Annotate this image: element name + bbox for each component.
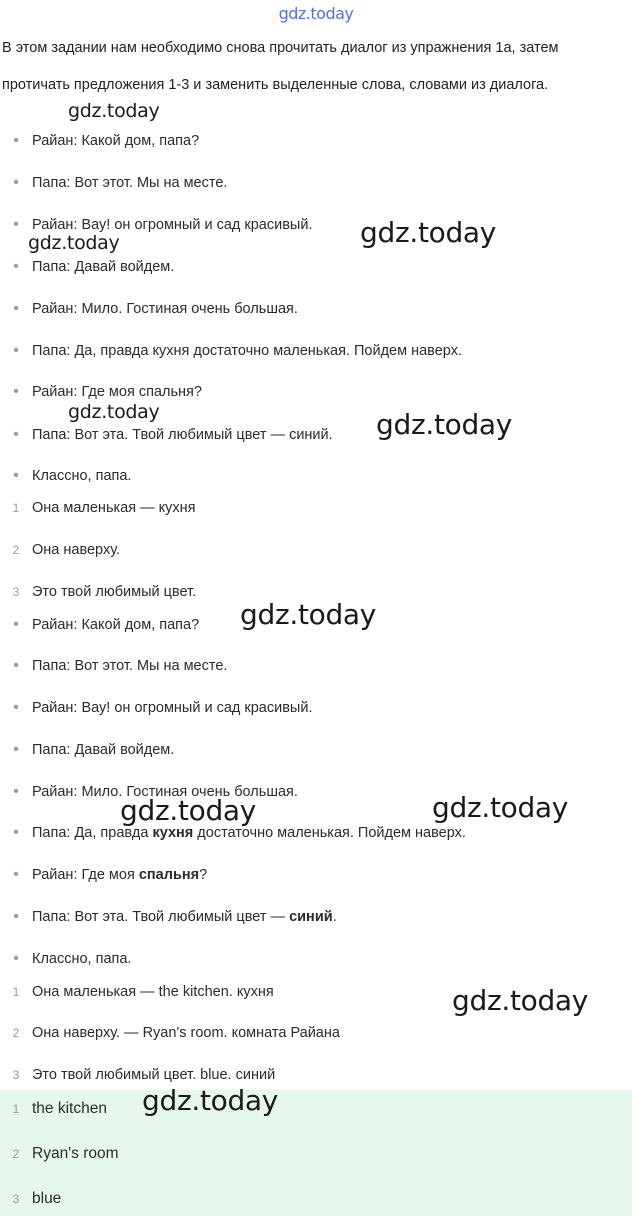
- bullet-icon: •: [13, 866, 19, 883]
- bullet-icon: •: [13, 824, 19, 841]
- task-intro: В этом задании нам необходимо снова прочитать диалог из упражнения 1а, затем протичать предложения 1-3 и заменить выделенные слова, словами из диалога.: [2, 40, 559, 93]
- site-logo: gdz.today: [278, 4, 354, 23]
- sentence-item: 2 Она наверху.: [12, 542, 121, 558]
- watermark: gdz.today: [360, 216, 497, 249]
- bullet-icon: •: [13, 426, 19, 443]
- sentence-item: 1 Она маленькая — кухня: [12, 500, 196, 516]
- dialog-line: • Папа: Вот эта. Твой любимый цвет — синий.: [0, 420, 632, 450]
- dialog-line: • Райан: Где моя спальня?: [0, 860, 632, 890]
- dialog-line: • Папа: Вот этот. Мы на месте.: [0, 651, 632, 681]
- answer-box: [0, 1090, 632, 1216]
- answer-item: 2 Ryan's room: [12, 1145, 119, 1162]
- dialog-line: • Папа: Да, правда кухня достаточно маленькая. Пойдем наверх.: [0, 818, 632, 848]
- sentence-item: 3 Это твой любимый цвет. blue. синий: [12, 1067, 276, 1083]
- bullet-icon: •: [13, 383, 19, 400]
- watermark: gdz.today: [376, 408, 513, 441]
- watermark: gdz.today: [432, 791, 569, 824]
- highlighted-word: синий: [289, 909, 333, 925]
- bullet-icon: •: [13, 216, 19, 233]
- bullet-icon: •: [13, 616, 19, 633]
- dialog-line: • Папа: Да, правда кухня достаточно маленькая. Пойдем наверх.: [0, 336, 632, 366]
- bullet-icon: •: [13, 174, 19, 191]
- bullet-icon: •: [13, 132, 19, 149]
- dialog-line: • Райан: Вау! он огромный и сад красивый.: [0, 210, 632, 240]
- dialog-line: • Райан: Мило. Гостиная очень большая.: [0, 777, 632, 807]
- dialog-line: • Классно, папа.: [0, 461, 632, 491]
- bullet-icon: •: [13, 657, 19, 674]
- watermark: gdz.today: [240, 598, 377, 631]
- bullet-icon: •: [13, 467, 19, 484]
- highlighted-word: кухня: [152, 825, 194, 841]
- watermark: gdz.today: [120, 794, 257, 827]
- answer-item: 1 the kitchen: [12, 1100, 107, 1117]
- bullet-icon: •: [13, 741, 19, 758]
- dialog-line: • Папа: Давай войдем.: [0, 735, 632, 765]
- bullet-icon: •: [13, 699, 19, 716]
- dialog-line: • Райан: Какой дом, папа?: [0, 126, 632, 156]
- sentence-item: 1 Она маленькая — the kitchen. кухня: [12, 984, 274, 1000]
- dialog-line: • Райан: Какой дом, папа?: [0, 610, 632, 640]
- sentence-item: 3 Это твой любимый цвет.: [12, 584, 197, 600]
- bullet-icon: •: [13, 300, 19, 317]
- watermark: gdz.today: [142, 1084, 279, 1117]
- watermark: gdz.today: [68, 401, 160, 423]
- bullet-icon: •: [13, 783, 19, 800]
- highlighted-word: спальня: [138, 867, 200, 883]
- dialog-line: • Классно, папа.: [0, 944, 632, 974]
- dialog-line: • Папа: Вот этот. Мы на месте.: [0, 168, 632, 198]
- bullet-icon: •: [13, 908, 19, 925]
- dialog-line: • Райан: Мило. Гостиная очень большая.: [0, 294, 632, 324]
- sentence-item: 2 Она наверху. — Ryan's room. комната Райана: [12, 1025, 340, 1041]
- dialog-line: • Папа: Вот эта. Твой любимый цвет — синий.: [0, 902, 632, 932]
- watermark: gdz.today: [452, 984, 589, 1017]
- watermark: gdz.today: [68, 100, 160, 122]
- bullet-icon: •: [13, 950, 19, 967]
- watermark: gdz.today: [28, 232, 120, 254]
- dialog-line: • Райан: Где моя спальня?: [0, 377, 632, 407]
- dialog-line: • Папа: Давай войдем.: [0, 252, 632, 282]
- bullet-icon: •: [13, 342, 19, 359]
- answer-item: 3 blue: [12, 1190, 62, 1207]
- bullet-icon: •: [13, 258, 19, 275]
- dialog-line: • Райан: Вау! он огромный и сад красивый.: [0, 693, 632, 723]
